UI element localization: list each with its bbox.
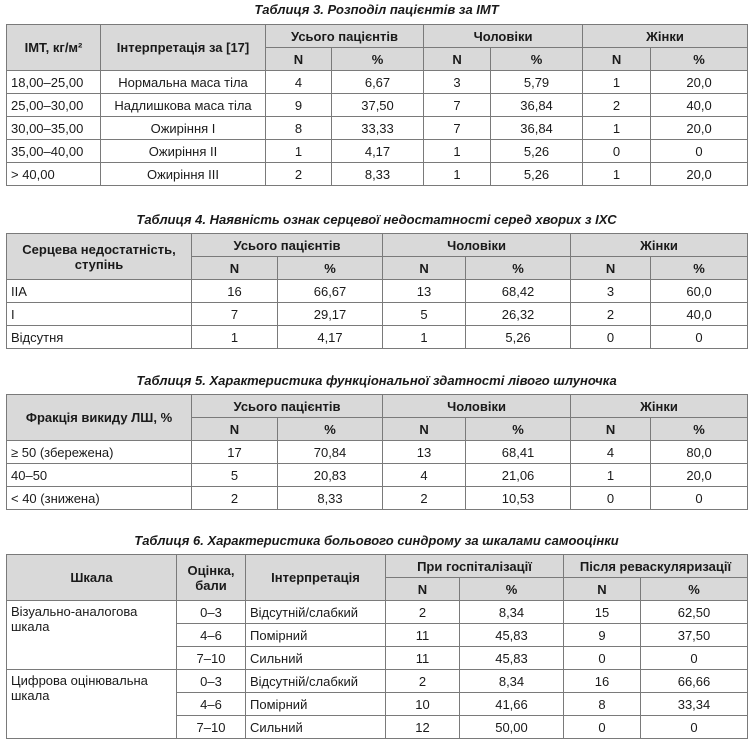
table-cell: 20,0 (651, 464, 748, 487)
table-cell: 7 (424, 94, 491, 117)
table4 (6, 233, 748, 349)
table-cell: 16 (192, 280, 278, 303)
table-cell: 2 (192, 487, 278, 510)
table-cell: 16 (564, 670, 641, 693)
table-cell: 5,26 (491, 163, 583, 186)
table-cell: 66,66 (641, 670, 748, 693)
table-cell: 0 (564, 647, 641, 670)
table-cell: 5,79 (491, 71, 583, 94)
header-n: N (192, 257, 278, 280)
table-row (7, 601, 748, 624)
table-cell: 4–6 (177, 693, 246, 716)
header-n: N (583, 48, 651, 71)
header-n: N (192, 418, 278, 441)
table-cell: 50,00 (460, 716, 564, 739)
table-cell: 2 (386, 601, 460, 624)
table3-caption: Таблиця 3. Розподіл пацієнтів за ІМТ (254, 2, 499, 17)
table-cell: 1 (583, 163, 651, 186)
table-cell: 10 (386, 693, 460, 716)
header-pct: % (651, 48, 748, 71)
table-row (7, 117, 748, 140)
table-cell: 0–3 (177, 670, 246, 693)
header-men: Чоловіки (383, 395, 571, 418)
header-n: N (386, 578, 460, 601)
table-cell: Відсутній/слабкий (246, 601, 386, 624)
table-cell: 2 (571, 303, 651, 326)
table-cell: 2 (386, 670, 460, 693)
table-cell: 4 (571, 441, 651, 464)
table-cell: 13 (383, 280, 466, 303)
table5-caption: Таблиця 5. Характеристика функціональної здатності лівого шлуночка (136, 373, 617, 388)
table-cell: 0 (641, 716, 748, 739)
table-row (7, 441, 748, 464)
table-cell: 0 (583, 140, 651, 163)
table-row (7, 326, 748, 349)
table-cell: 5,26 (466, 326, 571, 349)
table-cell: 40–50 (7, 464, 192, 487)
table-cell: Нормальна маса тіла (101, 71, 266, 94)
table-cell: 4,17 (278, 326, 383, 349)
table-cell: 8 (564, 693, 641, 716)
table-cell: 4 (383, 464, 466, 487)
table-cell: 4,17 (332, 140, 424, 163)
table-cell: 20,0 (651, 163, 748, 186)
table6 (6, 554, 748, 739)
table3-body (7, 71, 748, 186)
header-n: N (571, 418, 651, 441)
header-n: N (383, 257, 466, 280)
table-cell: 2 (383, 487, 466, 510)
header-interpretation: Інтерпретація (246, 555, 386, 601)
table-cell: 80,0 (651, 441, 748, 464)
table-cell: 7 (192, 303, 278, 326)
table4-header-row (7, 234, 748, 257)
table-cell: 13 (383, 441, 466, 464)
table-cell: 8,34 (460, 670, 564, 693)
header-pct: % (651, 418, 748, 441)
header-pct: % (278, 418, 383, 441)
table-cell: 9 (564, 624, 641, 647)
table-cell: 62,50 (641, 601, 748, 624)
table-cell: 0 (564, 716, 641, 739)
table-cell: Надлишкова маса тіла (101, 94, 266, 117)
table-cell: 40,0 (651, 303, 748, 326)
table-cell: 7–10 (177, 647, 246, 670)
table-cell: 15 (564, 601, 641, 624)
table-cell: 8,34 (460, 601, 564, 624)
table-cell: 21,06 (466, 464, 571, 487)
header-men: Чоловіки (383, 234, 571, 257)
table-cell: 20,0 (651, 117, 748, 140)
table-cell: 12 (386, 716, 460, 739)
table-cell: 37,50 (641, 624, 748, 647)
table-cell: 8,33 (332, 163, 424, 186)
table-cell: 0 (641, 647, 748, 670)
table-cell: 68,41 (466, 441, 571, 464)
header-n: N (564, 578, 641, 601)
table-row (7, 487, 748, 510)
table-cell: 6,67 (332, 71, 424, 94)
header-on-admission: При госпіталізації (386, 555, 564, 578)
table-cell: 36,84 (491, 94, 583, 117)
table-cell: 70,84 (278, 441, 383, 464)
table-cell: 45,83 (460, 624, 564, 647)
table-cell: 45,83 (460, 647, 564, 670)
table-cell: 40,0 (651, 94, 748, 117)
table-cell: 1 (571, 464, 651, 487)
table-cell: 0 (651, 326, 748, 349)
table-cell: 66,67 (278, 280, 383, 303)
table-cell: I (7, 303, 192, 326)
header-n: N (424, 48, 491, 71)
table6-header-row (7, 555, 748, 578)
table-cell: 17 (192, 441, 278, 464)
table-cell: 37,50 (332, 94, 424, 117)
table-row (7, 280, 748, 303)
header-pct: % (651, 257, 748, 280)
header-ejection-fraction: Фракція викиду ЛШ, % (7, 395, 192, 441)
table-cell: Ожиріння I (101, 117, 266, 140)
table-cell: 4 (266, 71, 332, 94)
table-cell: 33,33 (332, 117, 424, 140)
header-after-revascularization: Після реваскуляризації (564, 555, 748, 578)
table-cell: > 40,00 (7, 163, 101, 186)
table-cell: 1 (424, 163, 491, 186)
table-cell: 68,42 (466, 280, 571, 303)
table-cell: 2 (583, 94, 651, 117)
table-cell: 4–6 (177, 624, 246, 647)
header-n: N (383, 418, 466, 441)
table-row (7, 163, 748, 186)
table-cell: 1 (424, 140, 491, 163)
table5-header-row (7, 395, 748, 418)
table3-header-row (7, 25, 748, 48)
table-cell: Ожиріння III (101, 163, 266, 186)
header-pct: % (466, 257, 571, 280)
table-cell: Сильний (246, 716, 386, 739)
table-cell: Ожиріння II (101, 140, 266, 163)
table-cell: 60,0 (651, 280, 748, 303)
header-women: Жінки (571, 395, 748, 418)
table-cell: Помірний (246, 693, 386, 716)
table-cell: 35,00–40,00 (7, 140, 101, 163)
table-cell: ≥ 50 (збережена) (7, 441, 192, 464)
table5-body (7, 441, 748, 510)
table-cell: 1 (192, 326, 278, 349)
table4-caption: Таблиця 4. Наявність ознак серцевої недостатності серед хворих з ІХС (136, 212, 617, 227)
header-pct: % (491, 48, 583, 71)
table-cell: 41,66 (460, 693, 564, 716)
table-row (7, 303, 748, 326)
table-cell: Помірний (246, 624, 386, 647)
table-cell: 0 (571, 326, 651, 349)
table-cell: 1 (583, 117, 651, 140)
header-women: Жінки (583, 25, 748, 48)
table-cell: 0 (571, 487, 651, 510)
table-cell: 33,34 (641, 693, 748, 716)
header-total-patients: Усього пацієнтів (192, 395, 383, 418)
header-heart-failure: Серцева недостатність, ступінь (7, 234, 192, 280)
header-total-patients: Усього пацієнтів (266, 25, 424, 48)
table-cell: 11 (386, 647, 460, 670)
header-n: N (571, 257, 651, 280)
scale-name-cell: Візуально-аналогова шкала (7, 601, 177, 670)
table-cell: 1 (266, 140, 332, 163)
table6-body (7, 601, 748, 739)
table-row (7, 670, 748, 693)
table-cell: 0 (651, 140, 748, 163)
table-row (7, 71, 748, 94)
header-score: Оцінка, бали (177, 555, 246, 601)
table4-body (7, 280, 748, 349)
table-cell: 30,00–35,00 (7, 117, 101, 140)
table-cell: 1 (583, 71, 651, 94)
header-imt: ІМТ, кг/м² (7, 25, 101, 71)
table-cell: 3 (571, 280, 651, 303)
table-cell: 8 (266, 117, 332, 140)
table-cell: 5 (383, 303, 466, 326)
table-row (7, 464, 748, 487)
table3 (6, 24, 748, 186)
scale-name-cell: Цифрова оцінювальна шкала (7, 670, 177, 739)
table-cell: 20,0 (651, 71, 748, 94)
table-cell: 1 (383, 326, 466, 349)
table-cell: 7–10 (177, 716, 246, 739)
header-interpretation: Інтерпретація за [17] (101, 25, 266, 71)
table-cell: 10,53 (466, 487, 571, 510)
table-cell: 5 (192, 464, 278, 487)
header-total-patients: Усього пацієнтів (192, 234, 383, 257)
header-pct: % (641, 578, 748, 601)
table-cell: 5,26 (491, 140, 583, 163)
header-women: Жінки (571, 234, 748, 257)
table-cell: Відсутня (7, 326, 192, 349)
table-cell: 8,33 (278, 487, 383, 510)
table-cell: 29,17 (278, 303, 383, 326)
table-cell: 26,32 (466, 303, 571, 326)
header-n: N (266, 48, 332, 71)
header-pct: % (460, 578, 564, 601)
header-pct: % (466, 418, 571, 441)
table-cell: 7 (424, 117, 491, 140)
table-cell: 11 (386, 624, 460, 647)
table-cell: < 40 (знижена) (7, 487, 192, 510)
table6-caption: Таблиця 6. Характеристика больового синдрому за шкалами самооцінки (134, 533, 619, 548)
table-cell: 0–3 (177, 601, 246, 624)
table-cell: 2 (266, 163, 332, 186)
table-row (7, 94, 748, 117)
table5 (6, 394, 748, 510)
table-cell: 3 (424, 71, 491, 94)
table-row (7, 140, 748, 163)
table-cell: 36,84 (491, 117, 583, 140)
table-cell: 20,83 (278, 464, 383, 487)
table-cell: 0 (651, 487, 748, 510)
header-scale: Шкала (7, 555, 177, 601)
table-cell: IIA (7, 280, 192, 303)
table-cell: 18,00–25,00 (7, 71, 101, 94)
header-pct: % (332, 48, 424, 71)
table-cell: 25,00–30,00 (7, 94, 101, 117)
header-men: Чоловіки (424, 25, 583, 48)
table-cell: Відсутній/слабкий (246, 670, 386, 693)
header-pct: % (278, 257, 383, 280)
table-cell: 9 (266, 94, 332, 117)
table-cell: Сильний (246, 647, 386, 670)
